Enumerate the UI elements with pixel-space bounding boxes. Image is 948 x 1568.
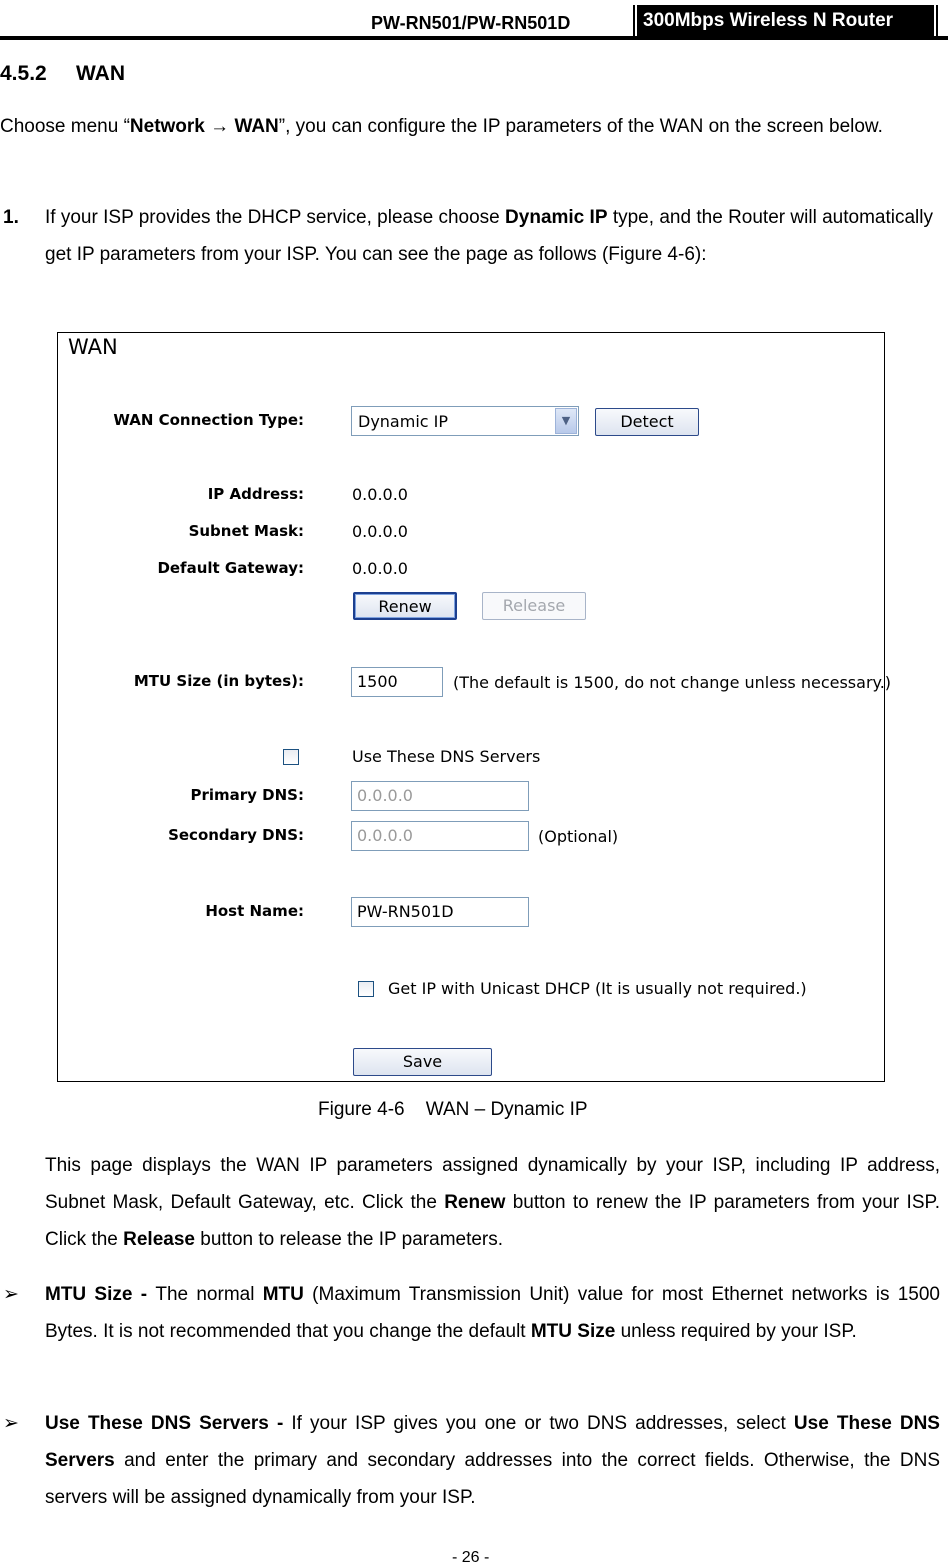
- detect-button[interactable]: Detect: [595, 408, 699, 436]
- desc-renew: Renew: [444, 1192, 506, 1213]
- desc-text-3: button to release the IP parameters.: [194, 1229, 504, 1250]
- step1-dynamic: Dynamic IP: [505, 207, 608, 228]
- dns-bullet-use: Use These DNS Servers: [45, 1413, 940, 1471]
- subnet-mask-label: Subnet Mask:: [188, 522, 304, 540]
- dns-bullet-lead: Use These DNS Servers -: [45, 1413, 292, 1434]
- desc-release: Release: [123, 1229, 195, 1250]
- dns-bullet-text-2: and enter the primary and secondary addresses into the correct fields. Otherwise, the DNS servers will be assigned dynamically from your ISP.: [45, 1450, 940, 1508]
- intro-text-2: ”, you can configure the IP parameters of the WAN on the screen below.: [278, 116, 883, 137]
- mtu-bullet-mtu-size: MTU Size: [530, 1321, 616, 1342]
- mtu-bullet-mtu: MTU: [262, 1284, 304, 1305]
- save-button[interactable]: Save: [353, 1048, 492, 1076]
- figure-caption: Figure 4-6 WAN – Dynamic IP: [318, 1099, 588, 1120]
- connection-type-value: Dynamic IP: [358, 412, 449, 431]
- desc-text-2: button to renew the IP parameters from your ISP. Click the: [45, 1192, 941, 1250]
- unicast-dhcp-checkbox[interactable]: [358, 981, 374, 997]
- step1-paragraph: [45, 199, 933, 273]
- dns-bullet: [45, 1405, 940, 1516]
- subnet-mask-value: 0.0.0.0: [352, 522, 408, 541]
- header-product: 300Mbps Wireless N Router: [633, 5, 938, 36]
- connection-type-label: WAN Connection Type:: [113, 411, 304, 429]
- description-paragraph: [45, 1147, 940, 1258]
- intro-text-1: Choose menu “: [0, 116, 130, 137]
- step1-text-2: type, and the Router will automatically get IP parameters from your ISP. You can see the page as follows (Figure 4-6):: [45, 207, 933, 265]
- bullet-icon: ➢: [3, 1284, 19, 1305]
- mtu-bullet: [45, 1276, 940, 1350]
- intro-paragraph: [0, 108, 941, 145]
- mtu-bullet-text-2: (Maximum Transmission Unit) value for most Ethernet networks is 1500 Bytes. It is not recommended that you change the default: [45, 1284, 940, 1342]
- section-number: 4.5.2: [0, 62, 47, 85]
- ip-address-label: IP Address:: [207, 485, 304, 503]
- renew-button[interactable]: Renew: [353, 592, 457, 620]
- wan-figure: [57, 332, 892, 1082]
- section-name: WAN: [76, 62, 125, 85]
- dns-bullet-text-1: If your ISP gives you one or two DNS addresses, select: [291, 1413, 794, 1434]
- mtu-bullet-lead: MTU Size -: [45, 1284, 156, 1305]
- mtu-note: (The default is 1500, do not change unless necessary.): [453, 673, 892, 692]
- secondary-dns-label: Secondary DNS:: [168, 826, 304, 844]
- optional-note: (Optional): [538, 827, 619, 846]
- mtu-size-label: MTU Size (in bytes):: [133, 672, 304, 690]
- intro-network: Network: [129, 116, 205, 137]
- arrow-icon: →: [210, 116, 230, 137]
- use-dns-checkbox[interactable]: [283, 749, 299, 765]
- secondary-dns-input[interactable]: 0.0.0.0: [351, 821, 529, 851]
- ip-address-value: 0.0.0.0: [352, 485, 408, 504]
- primary-dns-input[interactable]: 0.0.0.0: [351, 781, 529, 811]
- release-button[interactable]: Release: [482, 592, 586, 620]
- chevron-down-icon[interactable]: ▼: [555, 408, 577, 434]
- header-model: PW-RN501/PW-RN501D: [371, 13, 571, 33]
- host-name-label: Host Name:: [205, 902, 304, 920]
- figure-title: WAN: [68, 335, 118, 359]
- mtu-bullet-text-3: unless required by your ISP.: [615, 1321, 857, 1342]
- bullet-icon: ➢: [3, 1413, 19, 1434]
- step-number: 1.: [3, 207, 19, 228]
- mtu-bullet-text-1: The normal: [155, 1284, 263, 1305]
- default-gateway-label: Default Gateway:: [157, 559, 304, 577]
- step1-text-1: If your ISP provides the DHCP service, please choose: [45, 207, 506, 228]
- desc-text-1: This page displays the WAN IP parameters assigned dynamically by your ISP, including IP address, Subnet Mask, Default Gateway, etc. Click the: [45, 1155, 940, 1213]
- use-dns-label: Use These DNS Servers: [352, 747, 541, 766]
- page-number: - 26 -: [452, 1549, 490, 1566]
- connection-type-select[interactable]: [351, 406, 579, 436]
- mtu-size-input[interactable]: 1500: [351, 667, 443, 697]
- page-header: [0, 0, 948, 40]
- unicast-dhcp-label: Get IP with Unicast DHCP (It is usually not required.): [388, 979, 807, 998]
- host-name-input[interactable]: PW-RN501D: [351, 897, 529, 927]
- primary-dns-label: Primary DNS:: [190, 786, 304, 804]
- default-gateway-value: 0.0.0.0: [352, 559, 408, 578]
- section-title: [0, 62, 125, 86]
- intro-wan: WAN: [234, 116, 279, 137]
